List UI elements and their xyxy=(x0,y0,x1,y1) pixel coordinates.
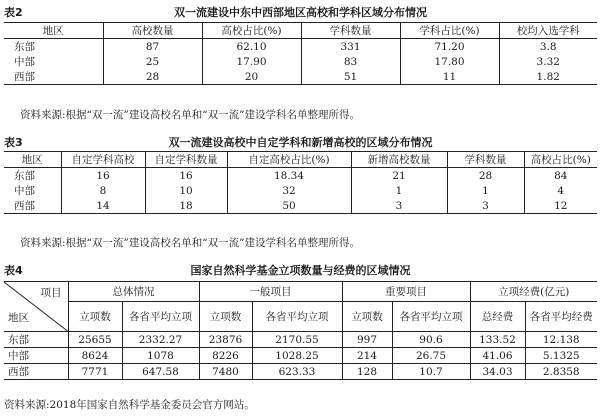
table4-cell: 623.33 xyxy=(252,364,342,380)
table4-group-header: 立项经费(亿元) xyxy=(470,282,597,302)
table3-cell: 21 xyxy=(351,168,447,184)
table2-cell: 25 xyxy=(103,54,202,69)
table2-cell: 87 xyxy=(103,39,202,55)
table4-cell: 东部 xyxy=(4,332,68,348)
table4-group-header-row xyxy=(4,282,597,302)
table2-cell: 3.8 xyxy=(539,40,557,53)
table4-title: 国家自然科学基金立项数量与经费的区域情况 xyxy=(190,264,411,277)
table4-cell: 214 xyxy=(342,348,392,364)
table4-cell: 10.7 xyxy=(392,364,470,380)
table3-header-cell: 自定学科数量 xyxy=(145,152,227,168)
table3-row xyxy=(4,183,597,198)
table3-header-cell: 自定学科高校 xyxy=(61,152,145,168)
table3-cell: 84 xyxy=(554,169,568,182)
table4-cell: 26.75 xyxy=(392,348,470,364)
table4-cell: 647.58 xyxy=(122,364,199,380)
table3-cell: 28 xyxy=(447,168,524,184)
table4-cell: 2170.55 xyxy=(252,332,342,348)
table4-subheader-row xyxy=(4,302,597,332)
table4 xyxy=(4,281,597,380)
table3-cell: 18 xyxy=(145,198,227,214)
table4-number: 表4 xyxy=(4,264,23,277)
table2-cell: 11 xyxy=(400,69,499,85)
table4-corner-cell xyxy=(4,282,68,332)
table3-cell: 西部 xyxy=(4,198,61,214)
table3-number: 表3 xyxy=(4,136,23,149)
table4-subheader-cell: 各省平均经费 xyxy=(525,302,597,332)
table3-header-cell: 学科数量 xyxy=(447,152,524,168)
table2-cell: 东部 xyxy=(4,39,103,55)
table3-header-cell: 新增高校数量 xyxy=(351,152,447,168)
table2-source: 资料来源:根据“双一流”建设高校名单和“双一流”建设学科名单整理所得。 xyxy=(20,109,361,121)
table2-cell: 20 xyxy=(202,69,301,85)
table4-corner-bottom-label: 地区 xyxy=(8,312,29,324)
table4-cell: 128 xyxy=(342,364,392,380)
table4-cell: 2332.27 xyxy=(122,332,199,348)
table3-cell: 18.34 xyxy=(227,168,351,184)
table3-cell: 中部 xyxy=(4,183,61,198)
table3-cell: 8 xyxy=(61,183,145,198)
table4-corner-top-label: 项目 xyxy=(40,287,62,299)
table4-cell: 5.1325 xyxy=(525,348,597,364)
table3-cell: 32 xyxy=(227,183,351,198)
table4-cell: 中部 xyxy=(4,348,68,364)
table3-source: 资料来源:根据“双一流”建设高校名单和“双一流”建设学科名单整理所得。 xyxy=(20,237,361,249)
table2-title: 双一流建设中东中西部地区高校和学科区域分布情况 xyxy=(174,6,427,19)
table3-header-cell: 自定高校占比(%) xyxy=(227,152,351,168)
table2-cell: 3.32 xyxy=(536,55,560,68)
table2-header-cell: 地区 xyxy=(4,23,103,39)
table2-header-cell: 学科占比(%) xyxy=(400,23,499,39)
table2-header-cell: 高校占比(%) xyxy=(202,23,301,39)
table3-title: 双一流建设高校中自定学科和新增高校的区域分布情况 xyxy=(168,136,433,149)
table4-cell: 7771 xyxy=(68,364,122,380)
table3-row xyxy=(4,198,597,214)
table2-cell: 51 xyxy=(301,69,400,85)
table4-cell: 23876 xyxy=(199,332,252,348)
table2 xyxy=(4,22,597,85)
table4-cell: 90.6 xyxy=(392,332,470,348)
table3-cell: 3 xyxy=(351,198,447,214)
table4-cell: 7480 xyxy=(199,364,252,380)
table2-cell: 西部 xyxy=(4,69,103,85)
table4-cell: 12.138 xyxy=(525,332,597,348)
table3-cell: 10 xyxy=(145,183,227,198)
table3-cell: 3 xyxy=(447,198,524,214)
table4-group-header: 总体情况 xyxy=(68,282,199,302)
table4-cell: 25655 xyxy=(68,332,122,348)
table3-header-cell: 高校占比(%) xyxy=(524,152,597,168)
table2-cell: 71.20 xyxy=(400,39,499,55)
table3-cell: 4 xyxy=(557,184,565,197)
table4-group-header: 重要项目 xyxy=(342,282,470,302)
table2-header-cell: 校均入选学科 xyxy=(499,23,597,39)
table3-cell: 1 xyxy=(351,183,447,198)
table3-cell: 14 xyxy=(61,198,145,214)
table3-cell: 16 xyxy=(61,168,145,184)
table2-cell: 中部 xyxy=(4,54,103,69)
table3-header-cell: 地区 xyxy=(4,152,61,168)
table2-cell: 331 xyxy=(301,39,400,55)
table3-cell: 东部 xyxy=(4,168,61,184)
table3-cell: 16 xyxy=(145,168,227,184)
table3-row xyxy=(4,168,597,184)
table4-cell: 133.52 xyxy=(470,332,525,348)
table3-caption xyxy=(4,134,597,150)
table4-group-header: 一般项目 xyxy=(199,282,342,302)
table4-row xyxy=(4,364,597,380)
table4-subheader-cell: 立项数 xyxy=(68,302,122,332)
table4-source: 资料来源:2018年国家自然科学基金委员会官方网站。 xyxy=(4,399,255,411)
table2-header-cell: 高校数量 xyxy=(103,23,202,39)
table4-cell: 41.06 xyxy=(470,348,525,364)
table3-cell: 50 xyxy=(227,198,351,214)
table4-subheader-cell: 各省平均立项 xyxy=(122,302,199,332)
table2-cell: 62.10 xyxy=(202,39,301,55)
table4-caption xyxy=(4,262,597,278)
table4-cell: 2.8358 xyxy=(525,364,597,380)
table4-subheader-cell: 各省平均立项 xyxy=(392,302,470,332)
table2-row xyxy=(4,39,597,55)
table4-cell: 1028.25 xyxy=(252,348,342,364)
table2-cell: 83 xyxy=(301,54,400,69)
table2-caption xyxy=(4,4,597,20)
table4-cell: 1078 xyxy=(122,348,199,364)
table4-subheader-cell: 总经费 xyxy=(470,302,525,332)
table2-cell: 17.80 xyxy=(400,54,499,69)
table4-cell: 西部 xyxy=(4,364,68,380)
table4-cell: 8226 xyxy=(199,348,252,364)
table2-cell: 1.82 xyxy=(499,69,597,85)
table2-cell: 28 xyxy=(103,69,202,85)
table3 xyxy=(4,151,597,214)
table4-cell: 8624 xyxy=(68,348,122,364)
table2-header-row xyxy=(4,23,597,39)
table4-row xyxy=(4,348,597,364)
table3-cell: 1 xyxy=(447,183,524,198)
table2-number: 表2 xyxy=(4,6,23,19)
table3-header-row xyxy=(4,152,597,168)
table2-row xyxy=(4,69,597,85)
table4-cell: 34.03 xyxy=(470,364,525,380)
table4-subheader-cell: 立项数 xyxy=(342,302,392,332)
table3-cell: 12 xyxy=(524,198,597,214)
table2-row xyxy=(4,54,597,69)
table2-header-cell: 学科数量 xyxy=(301,23,400,39)
table4-cell: 997 xyxy=(342,332,392,348)
table4-row xyxy=(4,332,597,348)
table2-cell: 17.90 xyxy=(202,54,301,69)
table4-subheader-cell: 立项数 xyxy=(199,302,252,332)
table4-subheader-cell: 各省平均立项 xyxy=(252,302,342,332)
